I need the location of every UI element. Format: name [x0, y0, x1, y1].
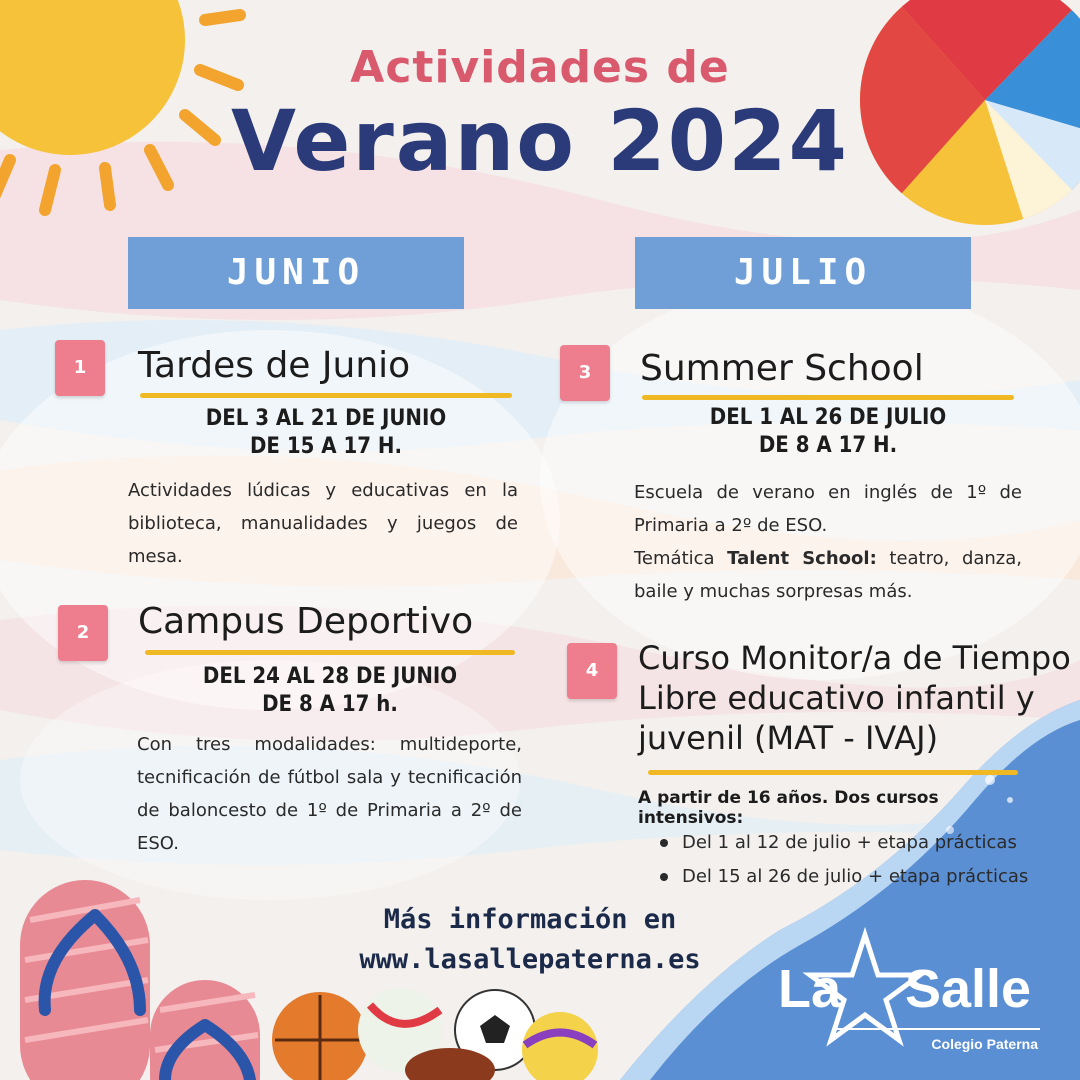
activity-dates — [145, 663, 515, 719]
bullet-text: Del 15 al 26 de julio + etapa prácticas — [682, 866, 1029, 887]
website-link[interactable]: www.lasallepaterna.es — [359, 944, 701, 975]
activity-description: Actividades lúdicas y educativas en la biblioteca, manualidades y juegos de mesa. — [128, 480, 518, 567]
title-line: Curso Monitor/a de Tiempo — [638, 639, 1071, 677]
title-underline — [642, 395, 1014, 400]
bullet-text: Del 1 al 12 de julio + etapa prácticas — [682, 832, 1017, 853]
month-header-junio: JUNIO — [128, 237, 464, 309]
list-item — [660, 860, 1060, 894]
title-underline — [145, 650, 515, 655]
activity-title: Tardes de Junio — [138, 345, 411, 386]
theme-name: Talent School: — [727, 548, 877, 569]
activity-description: Con tres modalidades: multideporte, tecnificación de fútbol sala y tecnificación de baloncesto de 1º de Primaria a 2º de ESO. — [137, 734, 522, 854]
activity-title — [638, 638, 1071, 758]
more-info — [320, 900, 740, 980]
header-subtitle: Actividades de — [350, 42, 730, 93]
theme-prefix: Temática — [634, 548, 728, 569]
hours-line: DE 15 A 17 H. — [250, 434, 402, 459]
activity-number-badge: 1 — [55, 340, 105, 396]
title-line: juvenil (MAT - IVAJ) — [638, 719, 939, 757]
activity-number-badge: 2 — [58, 605, 108, 661]
activity-description — [634, 476, 1022, 608]
logo-text-left: La — [778, 959, 842, 1019]
description-text: Escuela de verano en inglés de 1º de Primaria a 2º de ESO. — [634, 482, 1022, 536]
list-item — [660, 826, 1060, 860]
hours-line: DE 8 A 17 H. — [758, 433, 898, 458]
activity-dates — [642, 404, 1014, 460]
theme-text — [634, 542, 1022, 608]
logo-text-right: Salle — [905, 959, 1032, 1019]
sports-balls-icon — [272, 988, 598, 1080]
title-underline — [648, 770, 1018, 775]
more-info-label: Más información en — [383, 904, 677, 935]
page-title: Verano 2024 — [230, 92, 850, 190]
activity-dates — [140, 405, 512, 461]
hours-line: DE 8 A 17 h. — [262, 692, 398, 717]
activity-number-badge: 4 — [567, 643, 617, 699]
course-bullets — [660, 826, 1060, 894]
month-header-julio: JULIO — [635, 237, 971, 309]
course-intro: A partir de 16 años. Dos cursos intensivos: — [638, 788, 939, 828]
dates-line: DEL 3 AL 21 DE JUNIO — [205, 406, 447, 431]
logo-subtitle: Colegio Paterna — [931, 1036, 1038, 1052]
dates-line: DEL 24 AL 28 DE JUNIO — [202, 664, 458, 689]
title-line: Libre educativo infantil y — [638, 679, 1035, 717]
activity-title: Campus Deportivo — [138, 601, 474, 642]
theme-rest: teatro, danza, baile y muchas sorpresas más. — [634, 548, 1023, 602]
activity-title: Summer School — [640, 348, 924, 389]
logo-divider — [835, 1028, 1040, 1030]
title-underline — [140, 393, 512, 398]
dates-line: DEL 1 AL 26 DE JULIO — [709, 405, 947, 430]
activity-number-badge: 3 — [560, 345, 610, 401]
flip-flops-icon — [20, 880, 260, 1080]
